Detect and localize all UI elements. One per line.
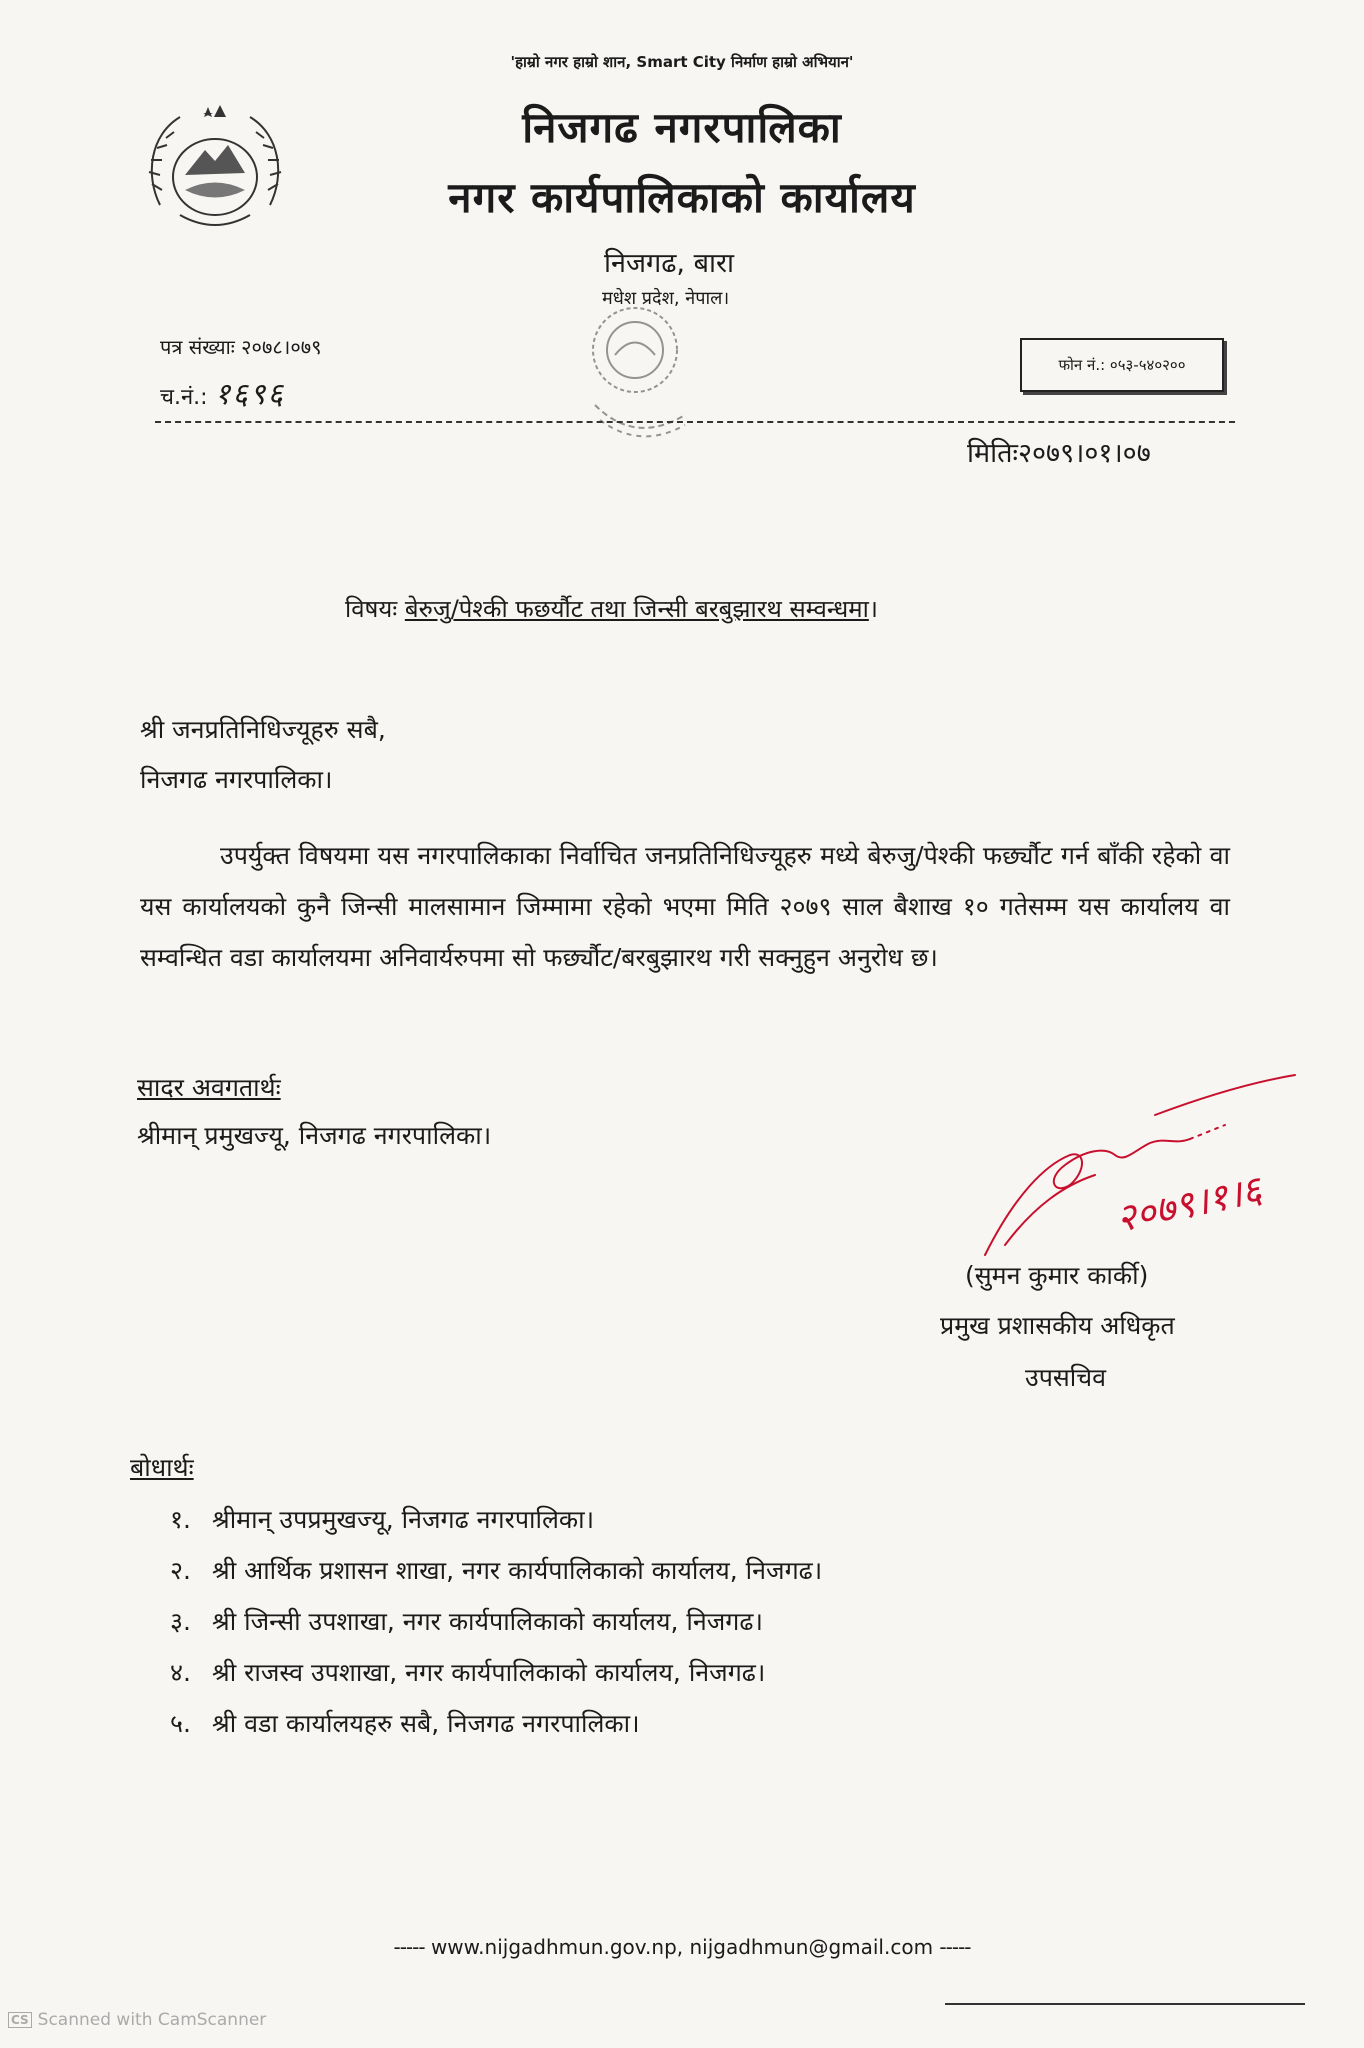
cc-item: २. श्री आर्थिक प्रशासन शाखा, नगर कार्यपालिकाको कार्यालय, निजगढ।	[170, 1556, 823, 1585]
address-line2: मधेश प्रदेश, नेपाल।	[602, 288, 730, 309]
subject-line	[345, 592, 878, 625]
footer-dash-right: -----	[939, 1935, 971, 1959]
office-stamp	[575, 295, 735, 455]
footer-dash-left: -----	[393, 1935, 425, 1959]
letter-body: उपर्युक्त विषयमा यस नगरपालिकाका निर्वाचित जनप्रतिनिधिज्यूहरु मध्ये बेरुजु/पेश्की फर्छ्यौट गर्न बाँकी रहेको वा यस कार्यालयको कुनै जिन्सी मालसामान जिम्मामा रहेको भएमा मिति २०७९ साल बैशाख १० गतेसम्म यस कार्यालय वा सम्वन्धित वडा कार्यालयमा अनिवार्यरुपमा सो फर्छ्यौट/बरबुझारथ गरी सक्नुहुन अनुरोध छ।	[140, 841, 1230, 972]
dispatch-label: च.नं.:	[160, 385, 208, 410]
signer-rank: उपसचिव	[1025, 1363, 1107, 1392]
signer-name: (सुमन कुमार कार्की)	[965, 1261, 1149, 1290]
sadar-line: श्रीमान् प्रमुखज्यू, निजगढ नगरपालिका।	[137, 1121, 492, 1150]
subject-label: विषयः	[345, 595, 398, 623]
subject-end: ।	[868, 595, 878, 623]
slogan: 'हाम्रो नगर हाम्रो शान, Smart City निर्माण हाम्रो अभियान'	[510, 53, 854, 71]
office-name: नगर कार्यपालिकाको कार्यालय	[448, 173, 916, 222]
footer-contact-text: www.nijgadhmun.gov.np, nijgadhmun@gmail.com	[430, 1935, 934, 1959]
camscanner-icon: CS	[8, 2012, 32, 2028]
address-line1: निजगढ, बारा	[604, 248, 735, 279]
cc-item: ३. श्री जिन्सी उपशाखा, नगर कार्यपालिकाको कार्यालय, निजगढ।	[170, 1607, 763, 1636]
cc-item: ५. श्री वडा कार्यालयहरु सबै, निजगढ नगरपालिका।	[170, 1709, 640, 1738]
signer-designation: प्रमुख प्रशासकीय अधिकृत	[940, 1311, 1175, 1340]
phone-box: फोन नं.: ०५३-५४०२००	[1020, 338, 1224, 392]
bottom-rule	[945, 2003, 1305, 2005]
recipient-line1: श्री जनप्रतिनिधिज्यूहरु सबै,	[140, 715, 386, 744]
dispatch-value: १६९६	[214, 377, 285, 412]
signature-date: २०७९।१।६	[1112, 1167, 1266, 1241]
cc-heading: बोधार्थः	[130, 1453, 194, 1482]
letter-number: पत्र संख्याः २०७८।०७९	[160, 335, 322, 359]
footer-contact	[0, 1935, 1364, 1959]
recipient-line2: निजगढ नगरपालिका।	[140, 765, 333, 794]
org-name: निजगढ नगरपालिका	[522, 103, 842, 152]
cc-list	[170, 1494, 822, 1749]
subject-text: बेरुजु/पेश्की फछर्यौट तथा जिन्सी बरबुझारथ सम्वन्धमा	[404, 595, 869, 623]
cc-item: १. श्रीमान् उपप्रमुखज्यू, निजगढ नगरपालिका।	[170, 1505, 595, 1534]
dispatch-number	[160, 372, 285, 413]
handwritten-signature	[975, 1055, 1315, 1265]
scanner-text: Scanned with CamScanner	[37, 2010, 267, 2030]
scanner-watermark	[8, 2010, 266, 2030]
cc-item: ४. श्री राजस्व उपशाखा, नगर कार्यपालिकाको कार्यालय, निजगढ।	[170, 1658, 766, 1687]
sadar-heading: सादर अवगतार्थः	[137, 1073, 281, 1102]
header-divider	[155, 421, 1235, 423]
letter-date: मितिः२०७९।०१।०७	[967, 438, 1151, 469]
